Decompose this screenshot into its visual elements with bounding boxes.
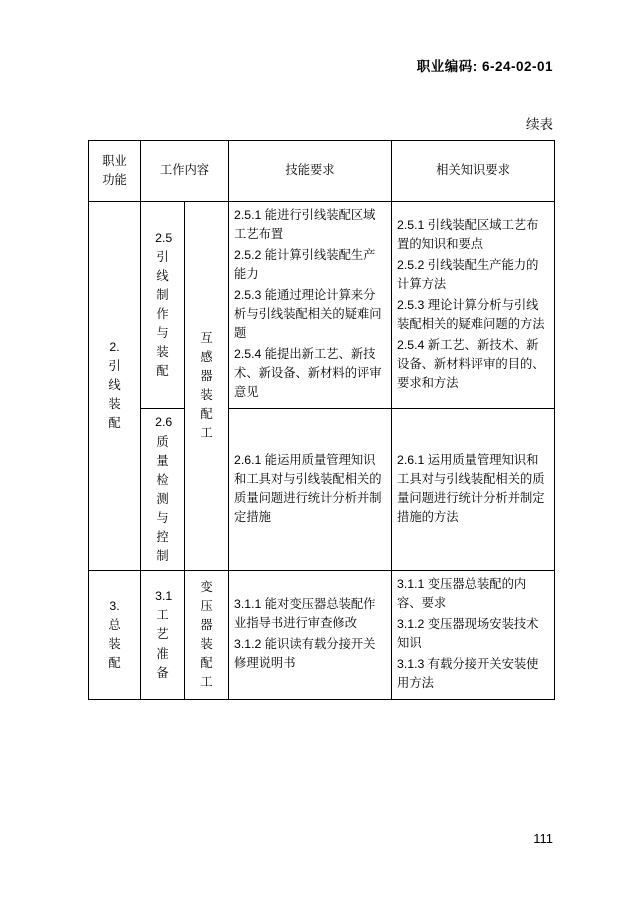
table-row [89, 570, 555, 699]
cell-skills-3-1: 3.1.1 能对变压器总装配作业指导书进行审查修改 3.1.2 能识读有载分接开关修理说明书 [229, 570, 392, 699]
header-cell-function: 职业功能 [89, 141, 141, 202]
cell-job-transformer-assembler: 互感器装配工 [185, 202, 229, 571]
cell-work-content-2-6: 2.6质量检测与控制 [141, 409, 185, 570]
cell-skills-2-6: 2.6.1 能运用质量管理知识和工具对与引线装配相关的质量问题进行统计分析并制定措施 [229, 409, 392, 570]
table-row [89, 409, 555, 570]
cell-knowledge-2-6: 2.6.1 运用质量管理知识和工具对与引线装配相关的质量问题进行统计分析并制定措施的方法 [392, 409, 555, 570]
page-number: 111 [533, 831, 553, 846]
table-row [89, 202, 555, 409]
cell-work-content-2-5: 2.5引线制作与装配 [141, 202, 185, 409]
cell-knowledge-3-1: 3.1.1 变压器总装配的内容、要求 3.1.2 变压器现场安装技术知识 3.1.3 有载分接开关安装使用方法 [392, 570, 555, 699]
cell-job-transformer-assembler-2: 变压器装配工 [185, 570, 229, 699]
cell-skills-2-5: 2.5.1 能进行引线装配区域工艺布置 2.5.2 能计算引线装配生产能力 2.5.3 能通过理论计算来分析与引线装配相关的疑难问题 2.5.4 能提出新工艺、新技术、新设备、新材料的评审意见 [229, 202, 392, 409]
header-cell-skills: 技能要求 [229, 141, 392, 202]
table-header-row [89, 141, 555, 202]
cell-function-2: 2.引线装配 [89, 202, 141, 571]
cell-function-3: 3.总装配 [89, 570, 141, 699]
occupation-code: 职业编码: 6-24-02-01 [416, 59, 553, 74]
header-cell-work-content: 工作内容 [141, 141, 229, 202]
continued-table-label: 续表 [526, 117, 553, 132]
header-cell-knowledge: 相关知识要求 [392, 141, 555, 202]
skills-requirements-table [88, 140, 555, 700]
cell-work-content-3-1: 3.1工艺准备 [141, 570, 185, 699]
cell-knowledge-2-5: 2.5.1 引线装配区域工艺布置的知识和要点 2.5.2 引线装配生产能力的计算方法 2.5.3 理论计算分析与引线装配相关的疑难问题的方法 2.5.4 新工艺、新技术、新设备、新材料评审的目的、要求和方法 [392, 202, 555, 409]
